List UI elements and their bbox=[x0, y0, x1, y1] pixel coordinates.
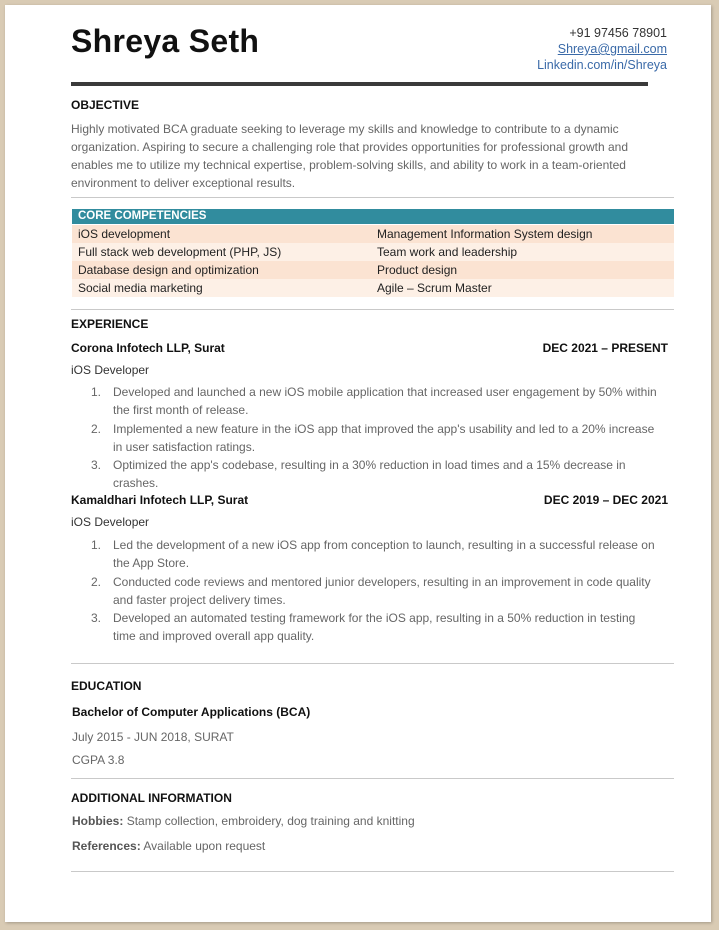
list-item: 3. Developed an automated testing framework for the iOS app, resulting in a 50% reduction in testing time and improved overall app quality. bbox=[91, 611, 636, 644]
list-item: 1. Developed and launched a new iOS mobile application that increased user engagement by 50% within the first month of release. bbox=[91, 385, 657, 418]
job-dates: DEC 2019 – DEC 2021 bbox=[543, 493, 668, 507]
job-bullets bbox=[87, 536, 657, 646]
section-divider bbox=[71, 197, 674, 198]
list-item: 2. Implemented a new feature in the iOS app that improved the app's usability and led to a 20% increase in user satisfaction ratings. bbox=[91, 421, 655, 454]
hobbies-text: Stamp collection, embroidery, dog training and knitting bbox=[126, 814, 415, 828]
section-divider bbox=[71, 871, 674, 872]
experience-heading: EXPERIENCE bbox=[71, 317, 149, 331]
job-role: iOS Developer bbox=[71, 515, 150, 529]
education-cgpa: CGPA 3.8 bbox=[72, 753, 125, 767]
section-divider bbox=[71, 309, 674, 310]
competency-cell: Team work and leadership bbox=[371, 243, 674, 261]
table-row bbox=[72, 279, 674, 297]
references-text: Available upon request bbox=[143, 839, 266, 853]
table-row bbox=[72, 261, 674, 279]
bullet-text: Optimized the app's codebase, resulting in a 30% reduction in load times and a 15% decrease in crashes. bbox=[113, 458, 626, 491]
objective-heading: OBJECTIVE bbox=[71, 98, 140, 112]
section-divider bbox=[71, 663, 674, 664]
bullet-text: Conducted code reviews and mentored junior developers, resulting in an improvement in code quality and faster project delivery times. bbox=[113, 574, 651, 607]
additional-heading: ADDITIONAL INFORMATION bbox=[71, 791, 232, 805]
competency-cell: iOS development bbox=[72, 225, 371, 243]
competency-cell: Database design and optimization bbox=[72, 261, 371, 279]
objective-text: Highly motivated BCA graduate seeking to leverage my skills and knowledge to contribute to a dynamic organization. Aspiring to secure a challenging role that provides opportunities for professional growth and enables me to utilize my technical expertise, problem-solving skills, and ability to work in a team-oriented environment to deliver exceptional results. bbox=[71, 122, 629, 190]
references-label: References: bbox=[72, 839, 141, 853]
job-dates: DEC 2021 – PRESENT bbox=[542, 341, 668, 355]
table-row bbox=[72, 225, 674, 243]
competency-cell: Management Information System design bbox=[371, 225, 674, 243]
bullet-text: Developed an automated testing framework for the iOS app, resulting in a 50% reduction in testing time and improved overall app quality. bbox=[113, 611, 636, 644]
job-company: Kamaldhari Infotech LLP, Surat bbox=[71, 493, 249, 507]
job-company: Corona Infotech LLP, Surat bbox=[71, 341, 225, 355]
bullet-text: Led the development of a new iOS app from conception to launch, resulting in a successful release on the App Store. bbox=[113, 538, 655, 571]
table-row bbox=[72, 243, 674, 261]
competency-cell: Full stack web development (PHP, JS) bbox=[72, 243, 371, 261]
linkedin-link[interactable]: Linkedin.com/in/Shreya bbox=[537, 58, 667, 72]
list-item: 3. Optimized the app's codebase, resulting in a 30% reduction in load times and a 15% decrease in crashes. bbox=[91, 458, 626, 491]
list-item: 2. Conducted code reviews and mentored junior developers, resulting in an improvement in code quality and faster project delivery times. bbox=[91, 574, 651, 607]
education-heading: EDUCATION bbox=[71, 679, 142, 693]
competency-cell: Social media marketing bbox=[72, 279, 371, 297]
hobbies-line bbox=[72, 814, 415, 828]
competency-cell: Agile – Scrum Master bbox=[371, 279, 674, 297]
job-role: iOS Developer bbox=[71, 363, 150, 377]
bullet-text: Developed and launched a new iOS mobile application that increased user engagement by 50% within the first month of release. bbox=[113, 385, 657, 418]
competencies-table bbox=[72, 225, 674, 297]
education-degree: Bachelor of Computer Applications (BCA) bbox=[72, 705, 311, 719]
contact-block bbox=[537, 25, 667, 73]
job-bullets bbox=[87, 383, 657, 493]
bullet-text: Implemented a new feature in the iOS app that improved the app's usability and led to a 20% increase in user satisfaction ratings. bbox=[113, 421, 655, 454]
email-link[interactable]: Shreya@gmail.com bbox=[557, 42, 667, 56]
candidate-name: Shreya Seth bbox=[71, 23, 260, 59]
hobbies-label: Hobbies: bbox=[72, 814, 124, 828]
section-divider bbox=[71, 778, 674, 779]
header-divider bbox=[71, 82, 648, 86]
list-item: 1. Led the development of a new iOS app from conception to launch, resulting in a successful release on the App Store. bbox=[91, 538, 655, 571]
resume-page bbox=[5, 5, 711, 922]
references-line bbox=[72, 839, 265, 853]
education-period: July 2015 - JUN 2018, SURAT bbox=[72, 730, 234, 744]
competency-cell: Product design bbox=[371, 261, 674, 279]
phone-number: +91 97456 78901 bbox=[569, 26, 667, 40]
competencies-heading: CORE COMPETENCIES bbox=[72, 209, 674, 224]
